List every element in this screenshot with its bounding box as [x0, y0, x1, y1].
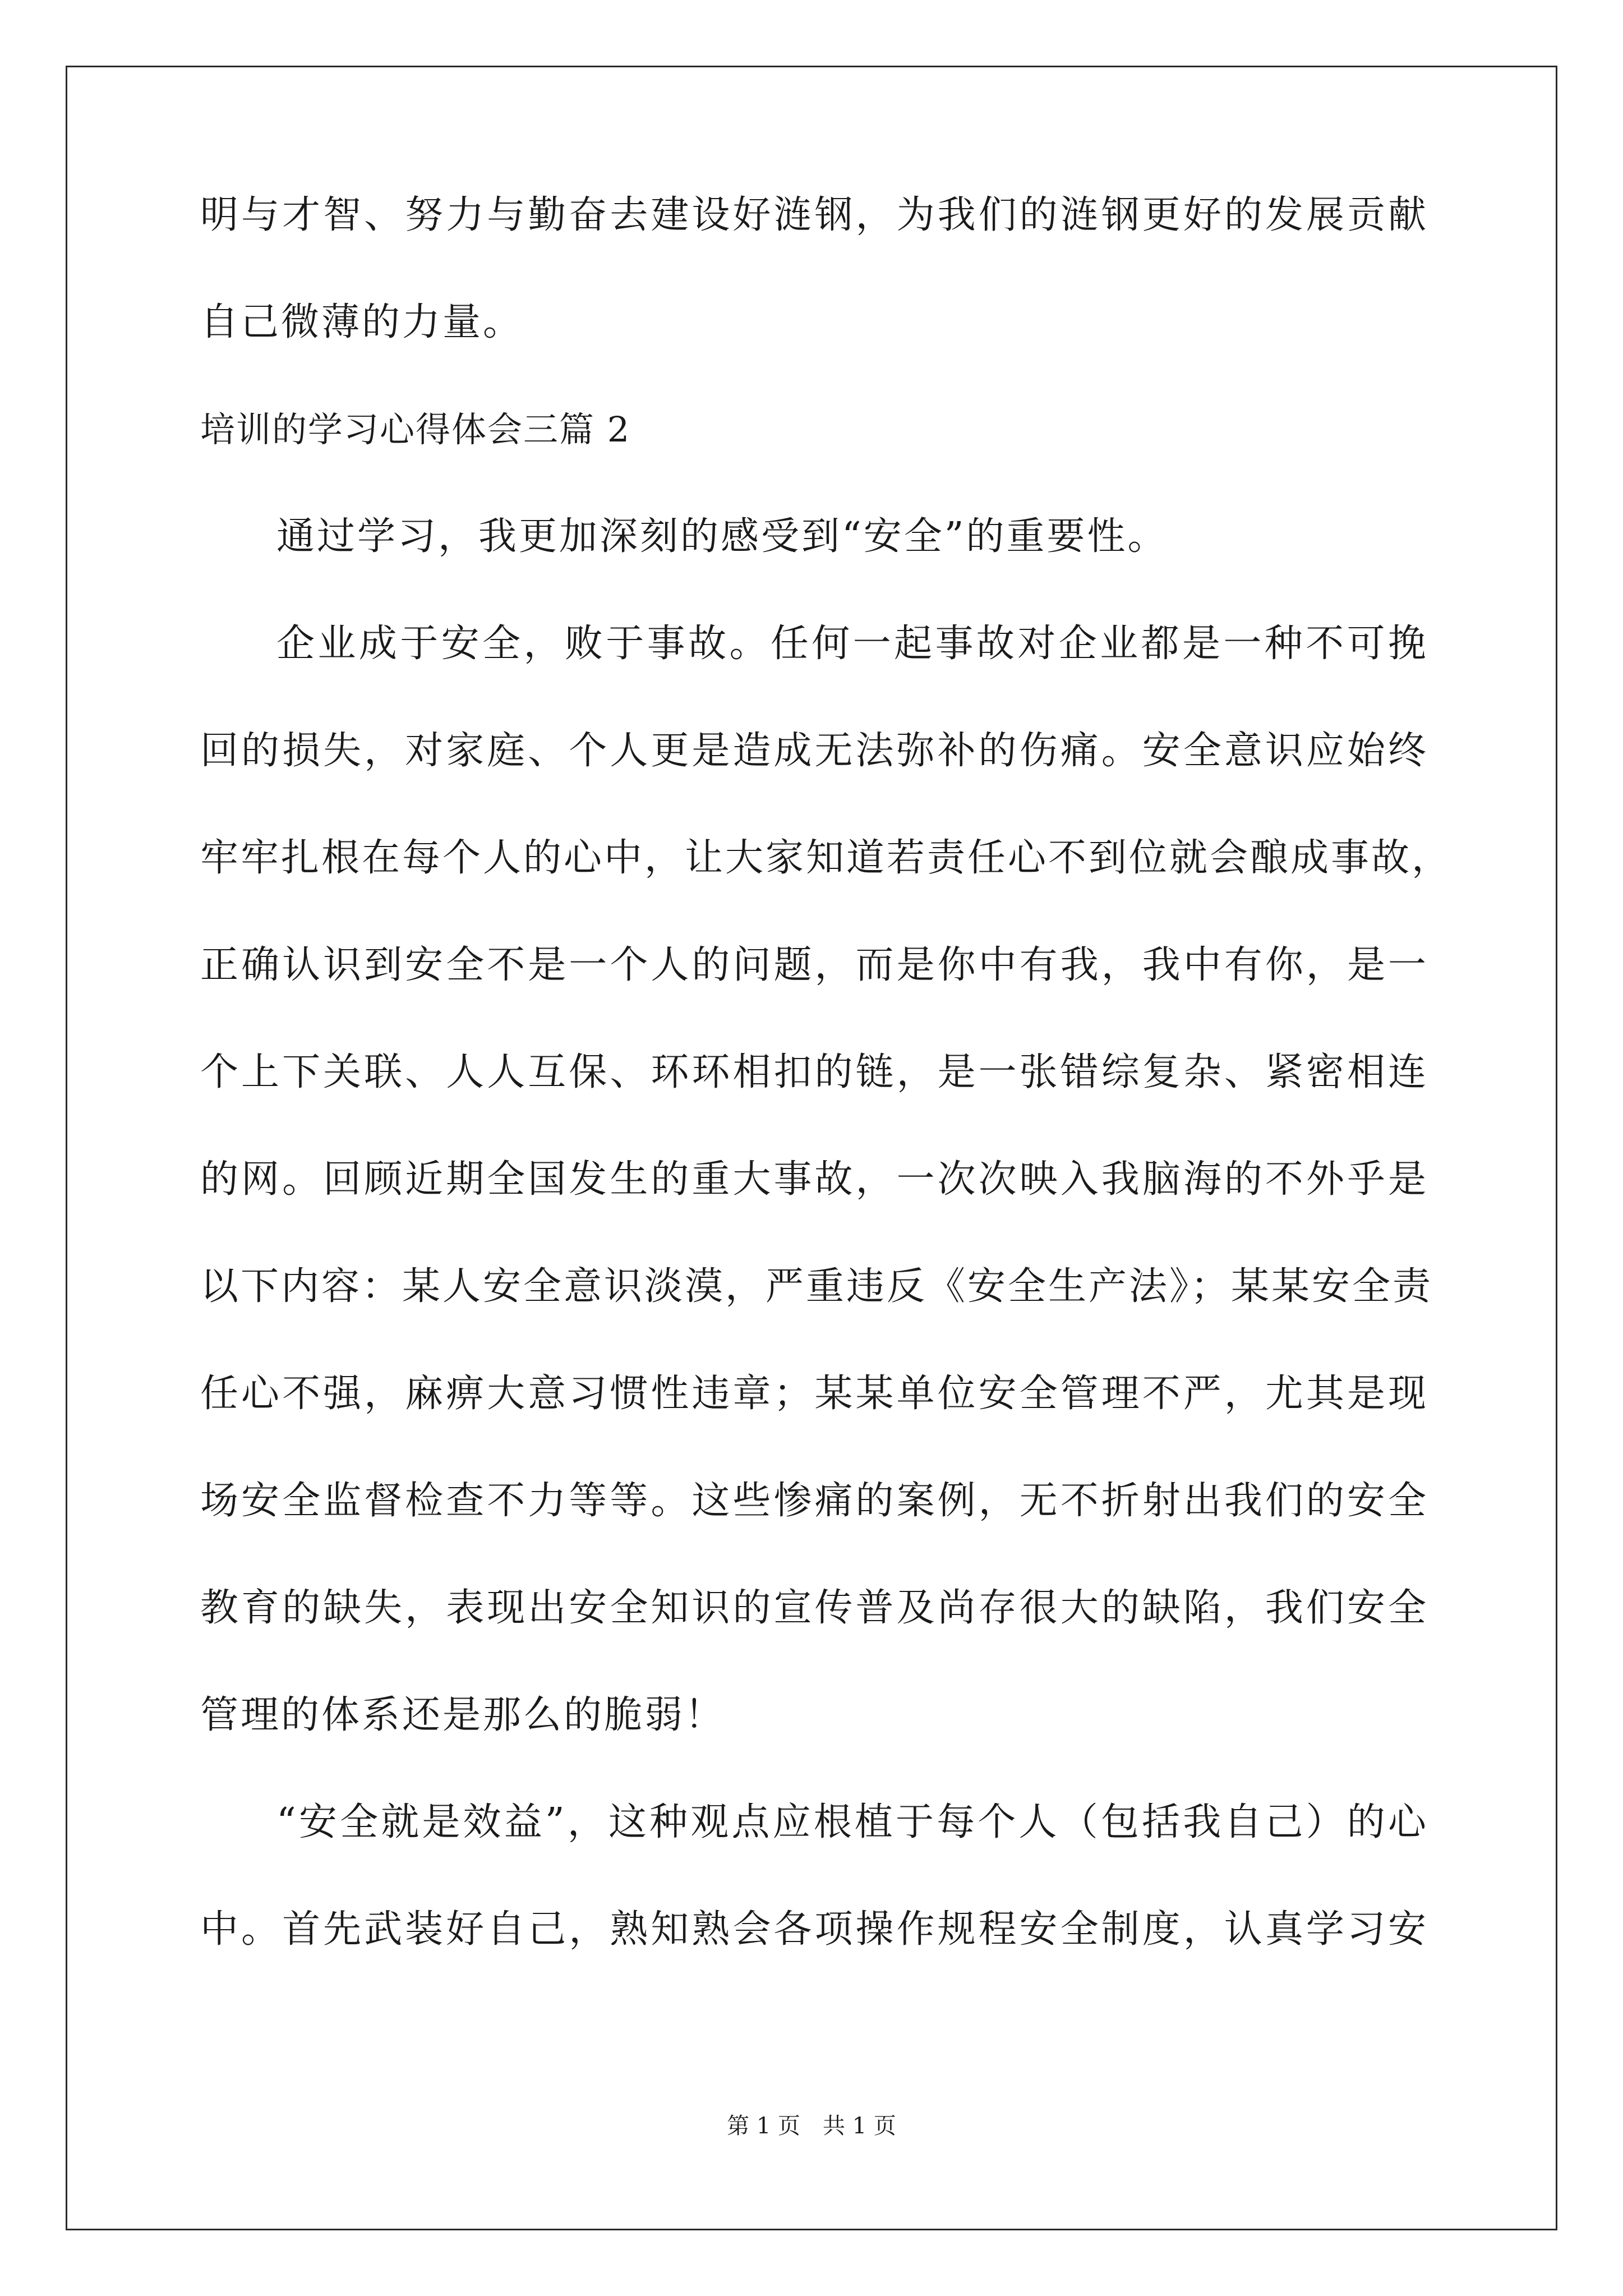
text-line: 任心不强，麻痹大意习惯性违章；某某单位安全管理不严，尤其是现 — [200, 1372, 1428, 1416]
text-line: 中。首先武装好自己，熟知熟会各项操作规程安全制度，认真学习安 — [200, 1907, 1428, 1952]
paragraph-start: “安全就是效益”，这种观点应根植于每个人（包括我自己）的心 — [276, 1800, 1428, 1844]
text-line: 牢牢扎根在每个人的心中，让大家知道若责任心不到位就会酿成事故， — [200, 836, 1453, 880]
text-line: 自己微薄的力量。 — [200, 300, 524, 344]
paragraph-start: 企业成于安全，败于事故。任何一起事故对企业都是一种不可挽 — [276, 622, 1428, 666]
text-line: 教育的缺失，表现出安全知识的宣传普及尚存很大的缺陷，我们安全 — [200, 1586, 1428, 1630]
text-line: 管理的体系还是那么的脆弱！ — [200, 1693, 726, 1737]
text-line: 明与才智、努力与勤奋去建设好涟钢，为我们的涟钢更好的发展贡献 — [200, 193, 1428, 237]
text-line: 回的损失，对家庭、个人更是造成无法弥补的伤痛。安全意识应始终 — [200, 729, 1428, 773]
document-body — [200, 193, 1453, 2018]
page-footer: 第 1 页 共 1 页 — [727, 2113, 896, 2139]
text-line: 场安全监督检查不力等等。这些惨痛的案例，无不折射出我们的安全 — [200, 1479, 1428, 1523]
text-line: 个上下关联、人人互保、环环相扣的链，是一张错综复杂、紧密相连 — [200, 1050, 1428, 1094]
section-heading: 培训的学习心得体会三篇 2 — [200, 409, 631, 450]
text-line: 正确认识到安全不是一个人的问题，而是你中有我，我中有你，是一 — [200, 943, 1428, 987]
text-line: 的网。回顾近期全国发生的重大事故，一次次映入我脑海的不外乎是 — [200, 1157, 1428, 1202]
text-line: 以下内容：某人安全意识淡漠，严重违反《安全生产法》；某某安全责 — [200, 1264, 1433, 1309]
paragraph-start: 通过学习，我更加深刻的感受到“安全”的重要性。 — [276, 514, 1168, 559]
